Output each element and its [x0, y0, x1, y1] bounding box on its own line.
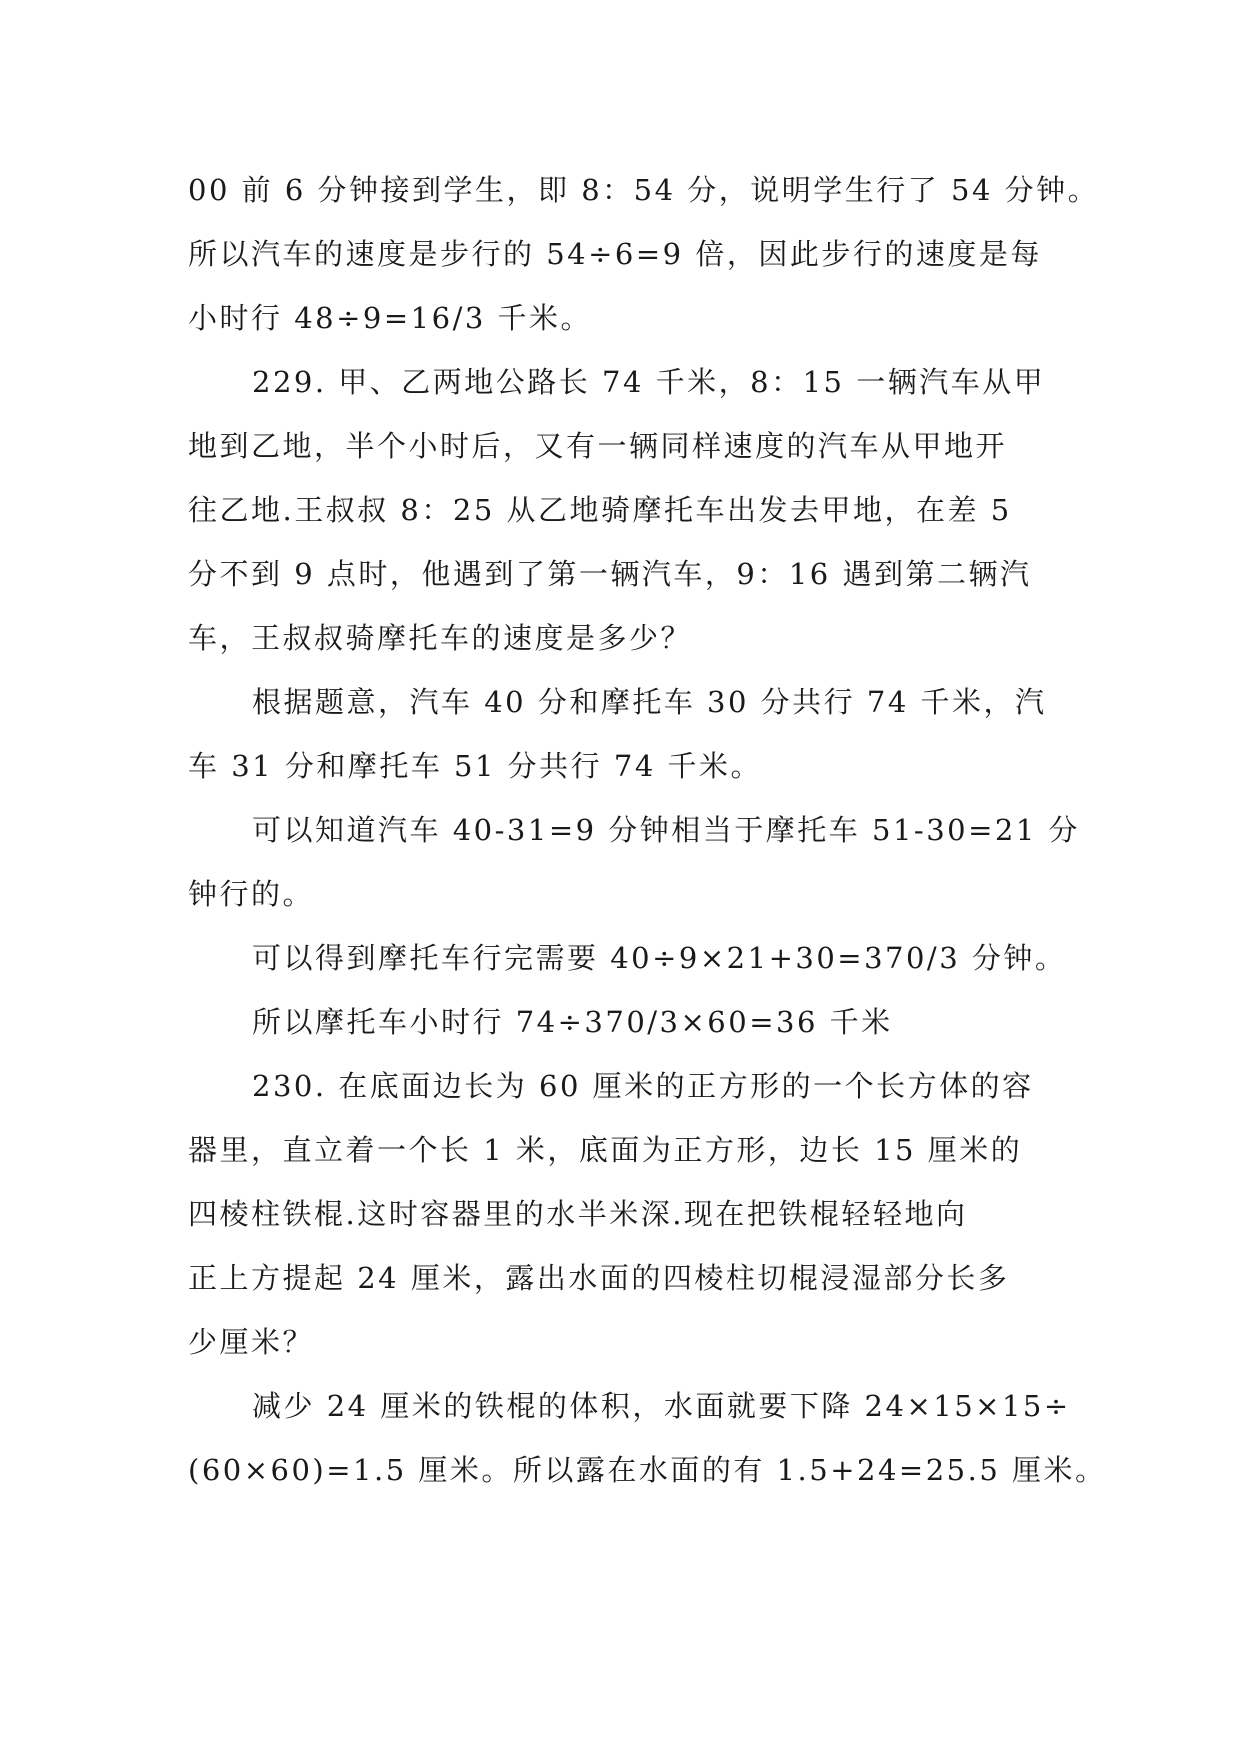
text-line: 器里，直立着一个长 1 米，底面为正方形，边长 15 厘米的: [188, 1133, 1023, 1167]
text-line: (60×60)=1.5 厘米。所以露在水面的有 1.5+24=25.5 厘米。: [188, 1453, 1107, 1487]
problem-229-line: 229. 甲、乙两地公路长 74 千米，8：15 一辆汽车从甲: [252, 365, 1046, 399]
text-line: 00 前 6 分钟接到学生，即 8：54 分，说明学生行了 54 分钟。: [188, 173, 1100, 207]
text-line: 减少 24 厘米的铁棍的体积，水面就要下降 24×15×15÷: [252, 1389, 1071, 1423]
text-line: 少厘米？: [188, 1325, 315, 1359]
text-line: 分不到 9 点时，他遇到了第一辆汽车，9：16 遇到第二辆汽: [188, 557, 1032, 591]
text-line: 小时行 48÷9=16/3 千米。: [188, 301, 593, 335]
text-line: 往乙地.王叔叔 8：25 从乙地骑摩托车出发去甲地，在差 5: [188, 493, 1012, 527]
text-line: 地到乙地，半个小时后，又有一辆同样速度的汽车从甲地开: [188, 429, 1008, 463]
problem-230-line: 230. 在底面边长为 60 厘米的正方形的一个长方体的容: [252, 1069, 1034, 1103]
text-line: 正上方提起 24 厘米，露出水面的四棱柱切棍浸湿部分长多: [188, 1261, 1010, 1295]
document-body: [188, 158, 1107, 1502]
text-line: 所以汽车的速度是步行的 54÷6=9 倍，因此步行的速度是每: [188, 237, 1042, 271]
text-line: 所以摩托车小时行 74÷370/3×60=36 千米: [252, 1005, 893, 1039]
text-line: 车 31 分和摩托车 51 分共行 74 千米。: [188, 749, 763, 783]
text-line: 根据题意，汽车 40 分和摩托车 30 分共行 74 千米，汽: [252, 685, 1047, 719]
text-line: 可以知道汽车 40-31=9 分钟相当于摩托车 51-30=21 分: [252, 813, 1081, 847]
text-line: 可以得到摩托车行完需要 40÷9×21+30=370/3 分钟。: [252, 941, 1067, 975]
text-line: 钟行的。: [188, 877, 315, 911]
text-line: 车，王叔叔骑摩托车的速度是多少？: [188, 621, 693, 655]
text-line: 四棱柱铁棍.这时容器里的水半米深.现在把铁棍轻轻地向: [188, 1197, 968, 1231]
